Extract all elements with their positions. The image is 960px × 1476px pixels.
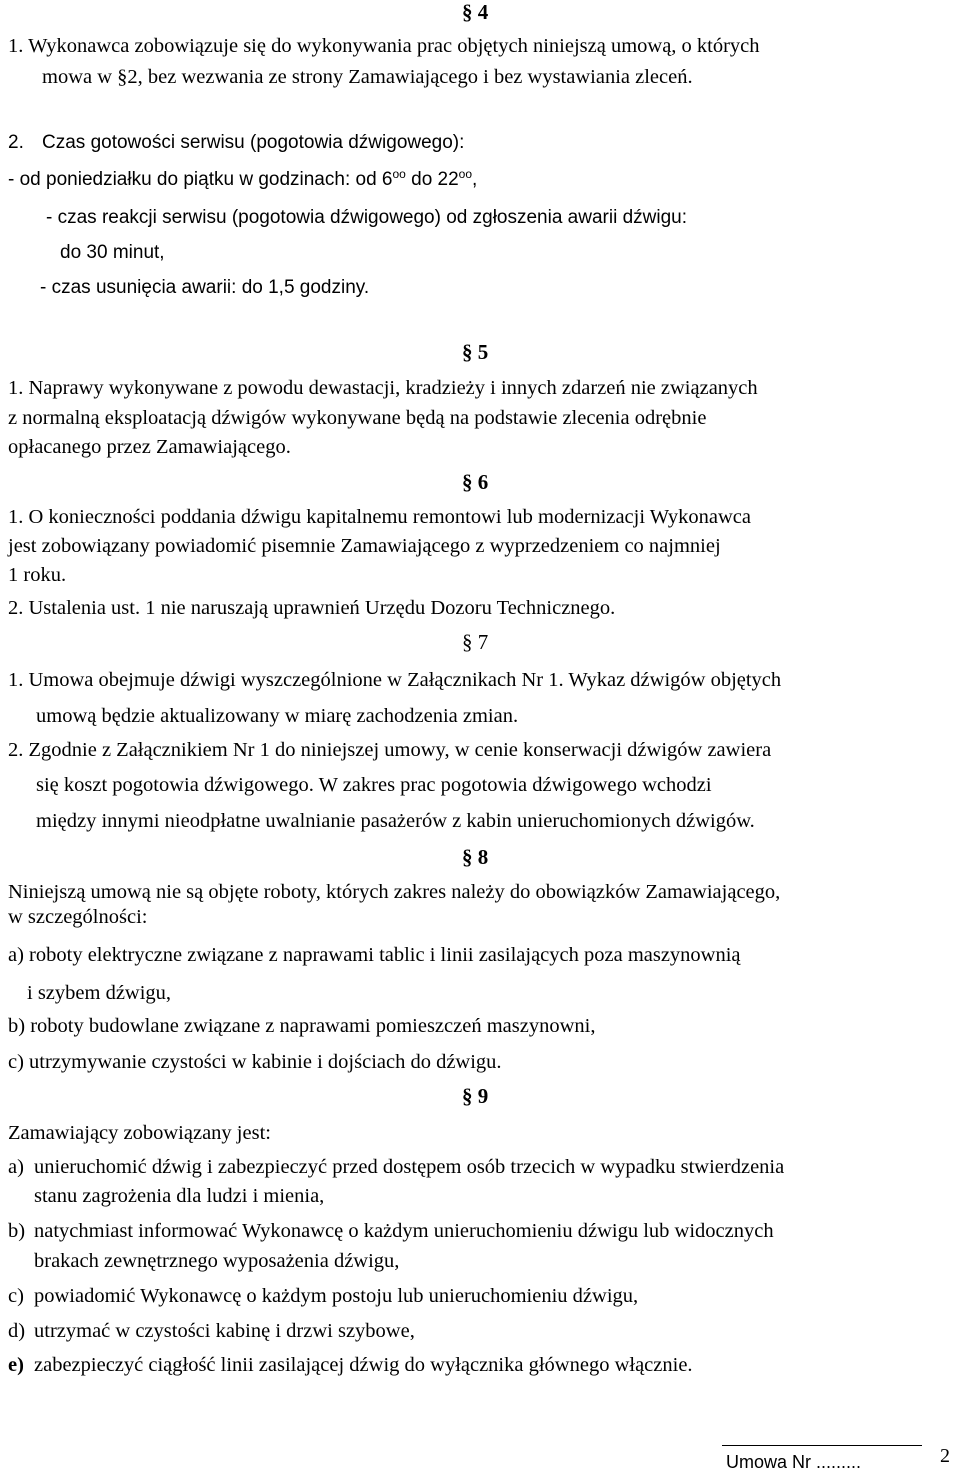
section-heading-text: § 9 <box>462 1084 489 1108</box>
section-6-heading <box>462 472 488 493</box>
s5-line3: opłacanego przez Zamawiającego. <box>8 436 291 458</box>
s7-line5: między innymi nieodpłatne uwalnianie pasażerów z kabin unieruchomionych dźwigów. <box>36 810 755 832</box>
s9-c-label: c) <box>8 1285 24 1307</box>
s4-p2-line2-c: , <box>472 169 478 190</box>
section-heading-text: § 7 <box>462 630 489 654</box>
s5-line1: 1. Naprawy wykonywane z powodu dewastacji, kradzieży i innych zdarzeń nie związanych <box>8 377 758 399</box>
s9-b-line2: brakach zewnętrznego wyposażenia dźwigu, <box>34 1250 400 1272</box>
section-9-heading <box>462 1086 488 1107</box>
s9-a-line2: stanu zagrożenia dla ludzi i mienia, <box>34 1185 325 1207</box>
s8-line3: a) roboty elektryczne związane z naprawami tablic i linii zasilających poza maszynownią <box>8 944 741 966</box>
s9-e-label: e) <box>8 1354 24 1376</box>
s8-line2: w szczególności: <box>8 906 148 928</box>
s4-p1-line1: 1. Wykonawca zobowiązuje się do wykonywania prac objętych niniejszą umową, o których <box>8 35 760 57</box>
s4-p2-line2 <box>8 167 478 190</box>
s4-p2-sup1: oo <box>392 167 406 181</box>
s4-p2-line4: do 30 minut, <box>60 242 165 263</box>
s9-c-line1: powiadomić Wykonawcę o każdym postoju lub unieruchomieniu dźwigu, <box>34 1285 639 1307</box>
section-7-heading <box>462 632 488 653</box>
footer-page-number: 2 <box>940 1445 950 1467</box>
s7-line4: się koszt pogotowia dźwigowego. W zakres prac pogotowia dźwigowego wchodzi <box>36 774 712 796</box>
s6-line1: 1. O konieczności poddania dźwigu kapitalnemu remontowi lub modernizacji Wykonawca <box>8 506 752 528</box>
section-4-heading <box>462 2 488 23</box>
s4-p2-line2-a: - od poniedziałku do piątku w godzinach: od 6 <box>8 169 393 190</box>
s9-b-label: b) <box>8 1220 26 1242</box>
s9-intro: Zamawiający zobowiązany jest: <box>8 1122 271 1144</box>
s4-p2-line5: - czas usunięcia awarii: do 1,5 godziny. <box>40 277 370 298</box>
s7-line1: 1. Umowa obejmuje dźwigi wyszczególnione w Załącznikach Nr 1. Wykaz dźwigów objętych <box>8 669 782 691</box>
s8-line6: c) utrzymywanie czystości w kabinie i dojściach do dźwigu. <box>8 1051 502 1073</box>
section-5-heading <box>462 342 488 363</box>
s8-line1: Niniejszą umową nie są objęte roboty, których zakres należy do obowiązków Zamawiającego, <box>8 881 781 903</box>
s4-p2-sup2: oo <box>458 167 473 181</box>
s7-line2: umową będzie aktualizowany w miarę zachodzenia zmian. <box>36 705 519 727</box>
s6-line2: jest zobowiązany powiadomić pisemnie Zamawiającego z wyprzedzeniem co najmniej <box>8 535 721 557</box>
s6-line4: 2. Ustalenia ust. 1 nie naruszają uprawnień Urzędu Dozoru Technicznego. <box>8 597 616 619</box>
s9-a-label: a) <box>8 1156 24 1178</box>
section-heading-text: § 4 <box>462 0 489 24</box>
section-heading-text: § 6 <box>462 470 489 494</box>
s6-line3: 1 roku. <box>8 564 67 586</box>
section-8-heading <box>462 847 488 868</box>
s9-d-label: d) <box>8 1320 26 1342</box>
s8-line5: b) roboty budowlane związane z naprawami pomieszczeń maszynowni, <box>8 1015 596 1037</box>
s4-p2-line3: - czas reakcji serwisu (pogotowia dźwigowego) od zgłoszenia awarii dźwigu: <box>46 207 688 228</box>
s9-e-line1: zabezpieczyć ciągłość linii zasilającej dźwig do wyłącznika głównego włącznie. <box>34 1354 693 1376</box>
s4-p2-number: 2. <box>8 132 24 153</box>
s9-d-line1: utrzymać w czystości kabinę i drzwi szybowe, <box>34 1320 415 1342</box>
s7-line3: 2. Zgodnie z Załącznikiem Nr 1 do niniejszej umowy, w cenie konserwacji dźwigów zawiera <box>8 739 772 761</box>
s4-p2-line1: Czas gotowości serwisu (pogotowia dźwigowego): <box>42 132 465 153</box>
s9-b-line1: natychmiast informować Wykonawcę o każdym unieruchomieniu dźwigu lub widocznych <box>34 1220 774 1242</box>
s8-line4: i szybem dźwigu, <box>27 982 172 1004</box>
s5-line2: z normalną eksploatacją dźwigów wykonywane będą na podstawie zlecenia odrębnie <box>8 407 707 429</box>
s4-p2-line2-b: do 22 <box>405 169 459 190</box>
section-heading-text: § 5 <box>462 340 489 364</box>
section-heading-text: § 8 <box>462 845 489 869</box>
s4-p1-line2: mowa w §2, bez wezwania ze strony Zamawiającego i bez wystawiania zleceń. <box>42 66 693 88</box>
footer-contract-label: Umowa Nr ......... <box>726 1452 862 1472</box>
footer-rule <box>722 1445 922 1446</box>
s9-a-line1: unieruchomić dźwig i zabezpieczyć przed dostępem osób trzecich w wypadku stwierdzenia <box>34 1156 785 1178</box>
